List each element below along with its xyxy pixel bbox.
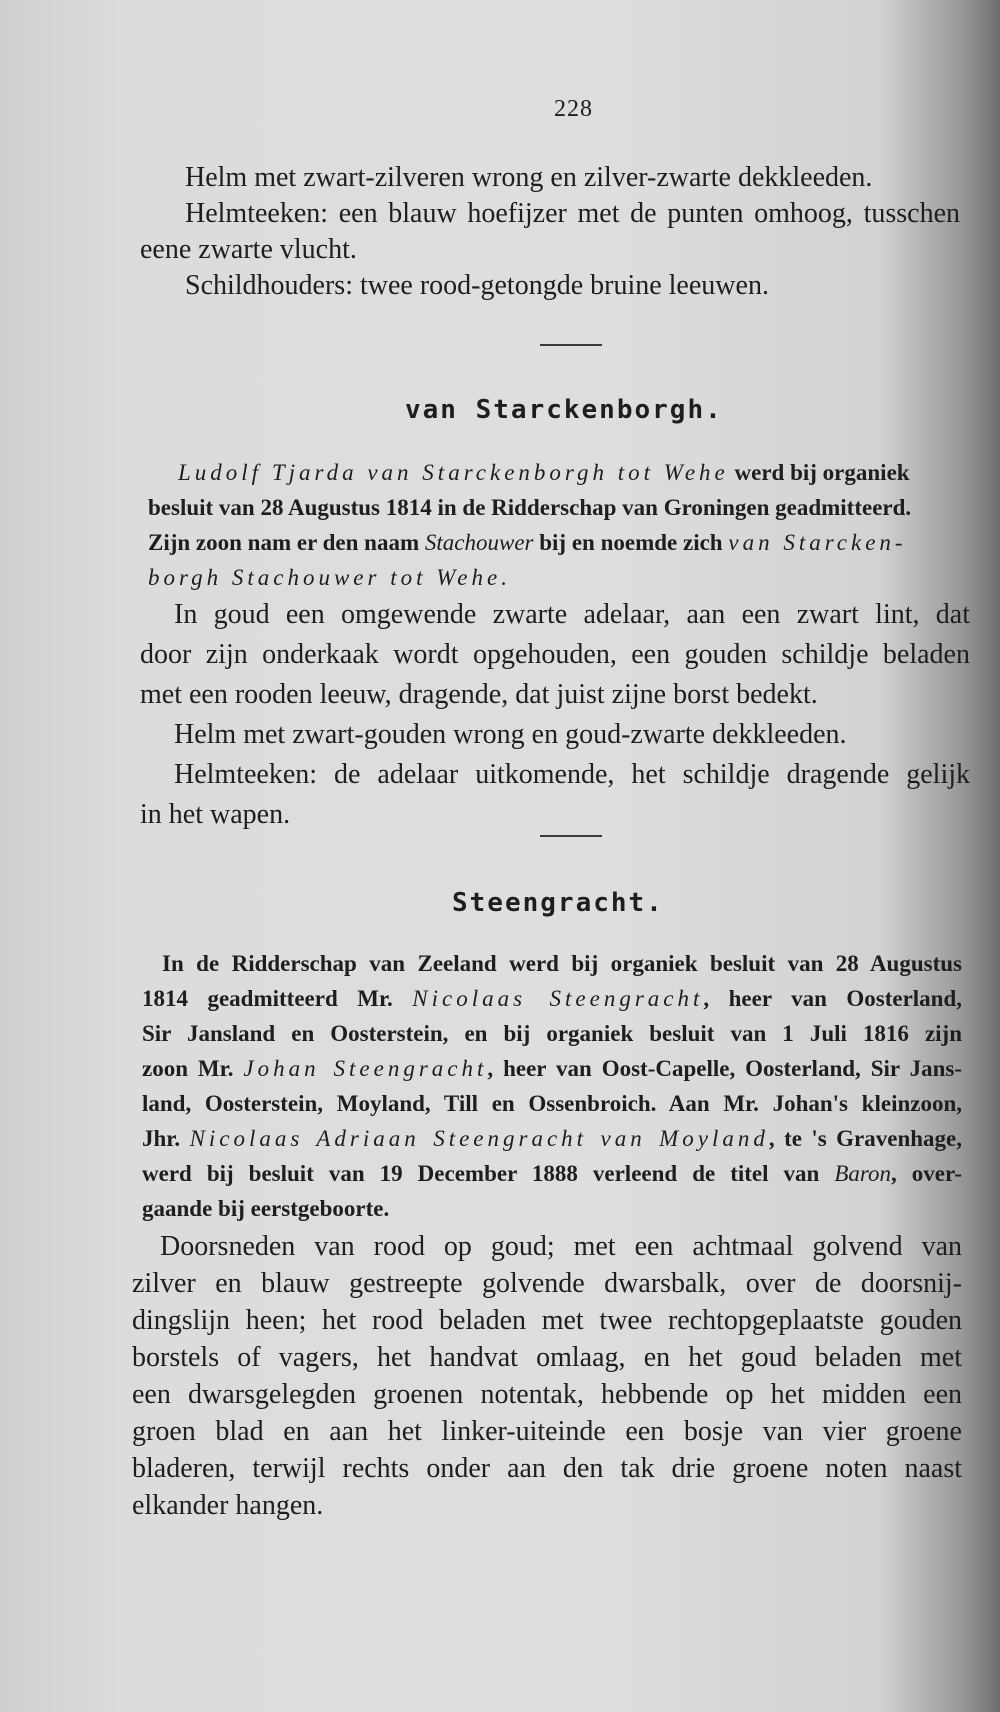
section-title: van Starckenborgh. [405, 395, 723, 425]
note-line: gaande bij eerstgeboorte. [142, 1196, 390, 1221]
body-line: een dwarsgelegden groenen notentak, hebbende op het midden een [132, 1379, 962, 1410]
note-line: besluit van 28 Augustus 1814 in de Ridderschap van Groningen geadmitteerd. [148, 495, 912, 520]
note-line [142, 1121, 962, 1156]
person-name: van Starcken- [728, 530, 907, 555]
section-title: Steengracht. [452, 888, 664, 918]
note-text: werd bij besluit van 19 December 1888 verleend de titel van [142, 1161, 835, 1186]
section-note [148, 455, 968, 595]
person-name: Stachouwer [424, 530, 534, 555]
body-line: met een rooden leeuw, dragende, dat juist zijne borst bedekt. [140, 679, 818, 710]
note-line [148, 525, 968, 560]
separator-rule [540, 835, 602, 837]
note-line [148, 560, 968, 595]
note-line [148, 455, 968, 490]
body-line: Doorsneden van rood op goud; met een achtmaal golvend van [160, 1231, 962, 1262]
note-line: Sir Jansland en Oosterstein, en bij organiek besluit van 1 Juli 1816 zijn [142, 1021, 962, 1046]
body-line: in het wapen. [140, 799, 291, 830]
person-name: Nicolaas Adriaan Steengracht van Moyland [189, 1126, 769, 1151]
note-text: bij en noemde zich [533, 530, 729, 555]
note-line: land, Oosterstein, Moyland, Till en Ossenbroich. Aan Mr. Johan's kleinzoon, [142, 1091, 962, 1116]
page-number: 228 [554, 96, 593, 122]
note-line [142, 1051, 962, 1086]
note-text: Zijn zoon nam er den naam [148, 530, 425, 555]
body-line: Helmteeken: de adelaar uitkomende, het schildje dragende gelijk [174, 759, 970, 790]
person-name: Johan Steengracht [243, 1056, 488, 1081]
intro-line: Schildhouders: twee rood-getongde bruine leeuwen. [185, 270, 769, 301]
intro-line: eene zwarte vlucht. [140, 234, 357, 265]
body-line: elkander hangen. [132, 1490, 324, 1521]
separator-rule [540, 344, 602, 346]
note-text: , heer van Oost-Capelle, Oosterland, Sir Jans- [487, 1056, 962, 1081]
body-line: door zijn onderkaak wordt opgehouden, een gouden schildje beladen [140, 639, 970, 670]
note-line [142, 1156, 962, 1191]
body-line: groen blad en aan het linker-uiteinde een bosje van vier groene [132, 1416, 962, 1447]
body-line: In goud een omgewende zwarte adelaar, aan een zwart lint, dat [174, 599, 970, 630]
note-text: zoon Mr. [142, 1056, 244, 1081]
person-name: Ludolf Tjarda van Starckenborgh tot Wehe [178, 460, 729, 485]
note-text: 1814 geadmitteerd Mr. [142, 986, 413, 1011]
body-line: dingslijn heen; het rood beladen met twee rechtopgeplaatste gouden [132, 1305, 962, 1336]
body-line: zilver en blauw gestreepte golvende dwarsbalk, over de doorsnij- [132, 1268, 962, 1299]
section-body [140, 595, 970, 835]
person-name: Nicolaas Steengracht [412, 986, 704, 1011]
section-note [142, 946, 962, 1226]
note-line: In de Ridderschap van Zeeland werd bij organiek besluit van 28 Augustus [162, 951, 962, 976]
intro-line: Helmteeken: een blauw hoefijzer met de punten omhoog, tusschen [185, 198, 960, 229]
body-line: Helm met zwart-gouden wrong en goud-zwarte dekkleeden. [174, 719, 847, 750]
intro-block [140, 160, 960, 304]
note-text: , te 's Gravenhage, [768, 1126, 962, 1151]
note-text: , over- [891, 1161, 962, 1186]
note-text: , heer van Oosterland, [703, 986, 963, 1011]
note-line [142, 981, 962, 1016]
intro-line: Helm met zwart-zilveren wrong en zilver-zwarte dekkleeden. [185, 162, 873, 193]
body-line: borstels of vagers, het handvat omlaag, en het goud beladen met [132, 1342, 962, 1373]
person-name: borgh Stachouwer tot Wehe. [148, 565, 511, 590]
person-name: Baron [834, 1161, 891, 1186]
note-text: Jhr. [142, 1126, 190, 1151]
section-body [132, 1228, 962, 1524]
note-text: werd bij organiek [728, 460, 910, 485]
body-line: bladeren, terwijl rechts onder aan den tak drie groene noten naast [132, 1453, 962, 1484]
